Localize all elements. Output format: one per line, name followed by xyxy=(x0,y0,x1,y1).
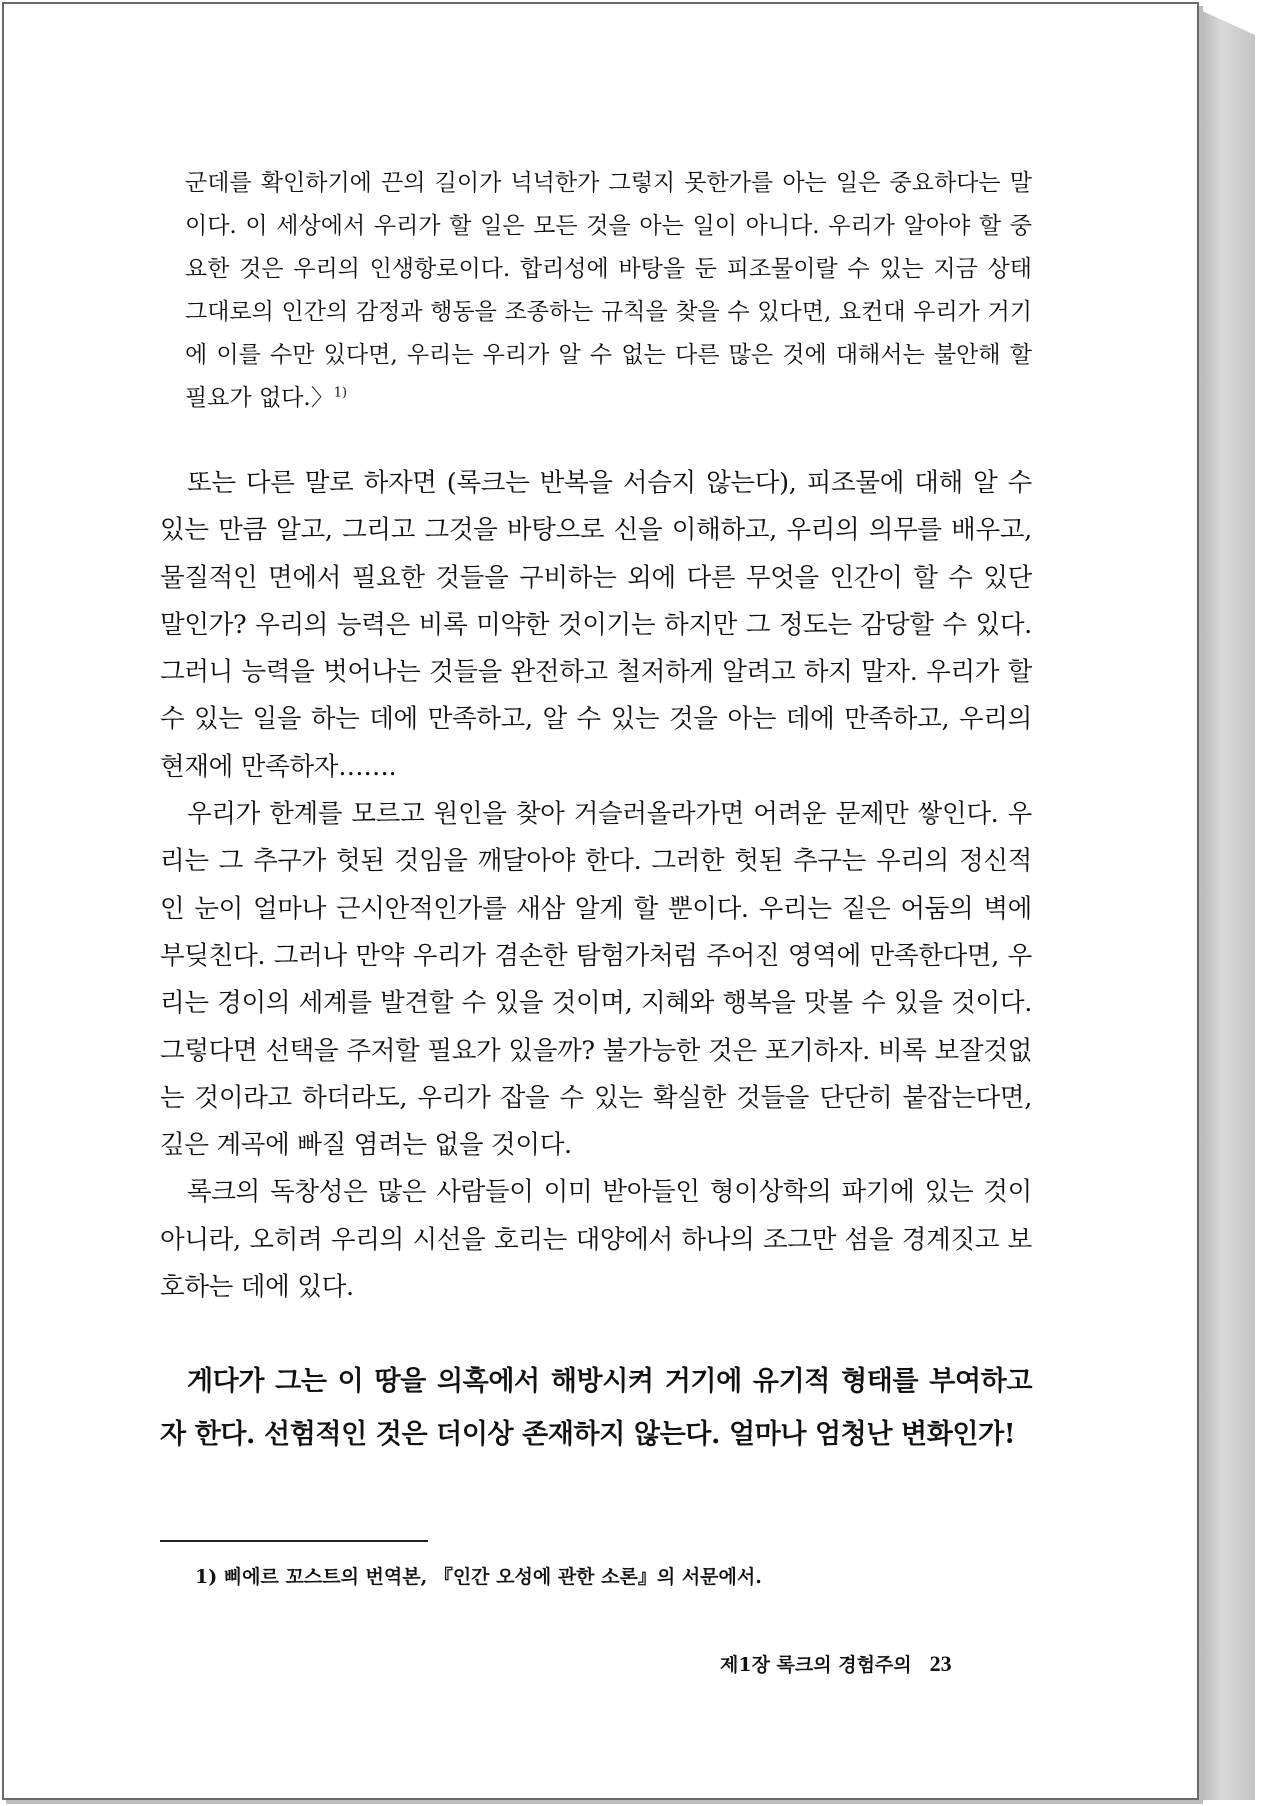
page-number: 23 xyxy=(929,1651,952,1676)
body-text xyxy=(160,460,1032,1311)
final-paragraph: 게다가 그는 이 땅을 의혹에서 해방시켜 거기에 유기적 형태를 부여하고자 한다. 선험적인 것은 더이상 존재하지 않는다. 얼마나 엄청난 변화인가! xyxy=(160,1366,1032,1451)
final-block xyxy=(160,1355,1032,1461)
body-paragraph: 록크의 독창성은 많은 사람들이 이미 받아들인 형이상학의 파기에 있는 것이 아니라, 오히려 우리의 시선을 호리는 대양에서 하나의 조그만 섬을 경계짓고 보호하는 데에 있다. xyxy=(160,1177,1032,1303)
book-edge xyxy=(1200,10,1255,1800)
footnote-divider xyxy=(160,1540,428,1542)
page-content xyxy=(160,162,1032,1461)
body-paragraph: 또는 다른 말로 하자면 (록크는 반복을 서슴지 않는다), 피조물에 대해 알 수 있는 만큼 알고, 그리고 그것을 바탕으로 신을 이해하고, 우리의 의무를 배우고, 물질적인 면에서 필요한 것들을 구비하는 외에 다른 무엇을 인간이 할 수 있단 말인가? 우리의 능력은 비록 미약한 것이기는 하지만 그 정도는 감당할 수 있다. 그러니 능력을 벗어나는 것들을 완전하고 철저하게 알려고 하지 말자. 우리가 할 수 있는 일을 하는 데에 만족하고, 알 수 있는 것을 아는 데에 만족하고, 우리의 현재에 만족하자……. xyxy=(160,468,1032,782)
footnote: 1) 삐에르 꼬스트의 번역본, 『인간 오성에 관한 소론』의 서문에서. xyxy=(195,1566,762,1588)
quote-text: 군데를 확인하기에 끈의 길이가 넉넉한가 그렇지 못한가를 아는 일은 중요하다는 말이다. 이 세상에서 우리가 할 일은 모든 것을 아는 일이 아니다. 우리가 알아야 할 중요한 것은 우리의 인생항로이다. 합리성에 바탕을 둔 피조물이랄 수 있는 지금 상태 그대로의 인간의 감정과 행동을 조종하는 규칙을 찾을 수 있다면, 요컨대 우리가 거기에 이를 수만 있다면, 우리는 우리가 알 수 없는 다른 많은 것에 대해서는 불안해 할 필요가 없다.〉 xyxy=(185,170,1032,411)
body-paragraph: 우리가 한계를 모르고 원인을 찾아 거슬러올라가면 어려운 문제만 쌓인다. 우리는 그 추구가 헛된 것임을 깨달아야 한다. 그러한 헛된 추구는 우리의 정신적인 눈이 얼마나 근시안적인가를 새삼 알게 할 뿐이다. 우리는 짙은 어둠의 벽에 부딪친다. 그러나 만약 우리가 겸손한 탐험가처럼 주어진 영역에 만족한다면, 우리는 경이의 세계를 발견할 수 있을 것이며, 지혜와 행복을 맛볼 수 있을 것이다. 그렇다면 선택을 주저할 필요가 있을까? 불가능한 것은 포기하자. 비록 보잘것없는 것이라고 하더라도, 우리가 잡을 수 있는 확실한 것들을 단단히 붙잡는다면, 깊은 계곡에 빠질 염려는 없을 것이다. xyxy=(160,799,1032,1161)
footnote-marker: 1) xyxy=(333,385,348,401)
running-footer xyxy=(720,1650,952,1677)
block-quote xyxy=(160,162,1032,420)
quote-paragraph xyxy=(160,162,1032,420)
chapter-title: 제1장 록크의 경험주의 xyxy=(720,1654,912,1676)
